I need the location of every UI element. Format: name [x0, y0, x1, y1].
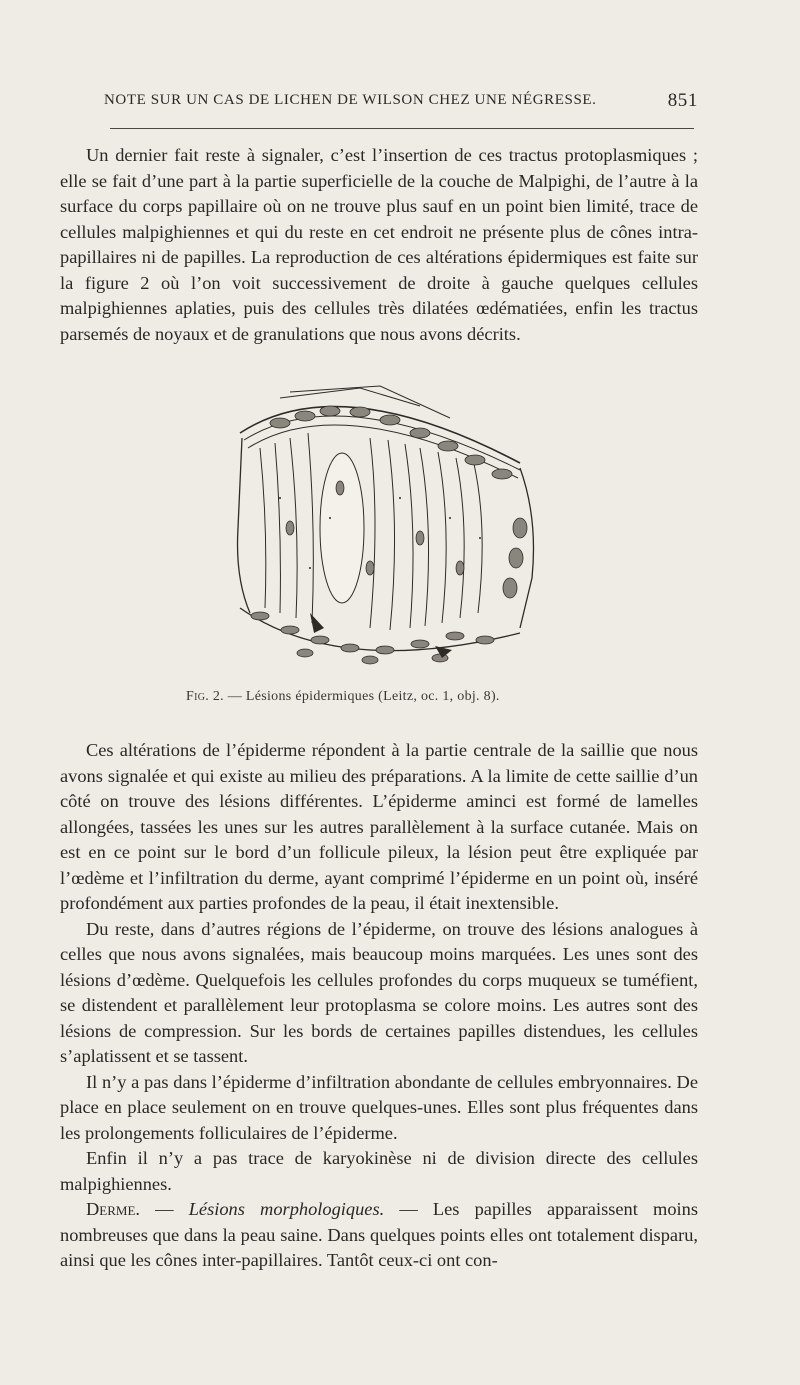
- section-text: — Les papilles apparaissent moins nombreuses que dans la peau saine. Dans quelques points elles ont totalement disparu, ainsi que les cônes inter-papillaires. Tantôt ceux-ci ont con-: [60, 1199, 698, 1270]
- figure-caption: [186, 689, 606, 705]
- paragraph: Il n’y a pas dans l’épiderme d’infiltration abondante de cellules embryonnaires. De place en place seulement on en trouve quelques-unes. Elles sont plus fréquentes dans les prolongements folliculaires de l’épiderme.: [60, 1071, 698, 1143]
- running-title: NOTE SUR UN CAS DE LICHEN DE WILSON CHEZ UNE NÉGRESSE.: [104, 92, 597, 108]
- paragraph: Enfin il n’y a pas trace de karyokinèse ni de division directe des cellules malpighiennes.: [60, 1148, 698, 1194]
- paragraph-derme: [60, 1197, 698, 1274]
- page-number: 851: [667, 90, 698, 111]
- epidermis-illustration: [220, 378, 550, 673]
- section-lead: Derme.: [86, 1199, 140, 1219]
- section-dash: —: [140, 1199, 189, 1219]
- paragraph: Ces altérations de l’épiderme répondent à la partie centrale de la saillie que nous avons signalée et qui existe au milieu des préparations. A la limite de cette saillie d’un côté on trouve des lésions différentes. L’épiderme aminci est formé de lamelles allongées, tassées les unes sur les autres parallèlement à la surface cutanée. Mais on est en ce point sur le bord d’un follicule pileux, la lésion peut être expliquée par l’œdème et l’infiltration du derme, ayant comprimé l’épiderme en un point où, inséré profondément aux parties profondes de la peau, il était inextensible.: [60, 740, 698, 913]
- figure-label: Fig. 2.: [186, 689, 224, 704]
- header-rule: [110, 128, 694, 129]
- paragraph: Du reste, dans d’autres régions de l’épiderme, on trouve des lésions analogues à celles que nous avons signalées, mais beaucoup moins marquées. Les unes sont des lésions d’œdème. Quelquefois les cellules profondes du corps muqueux se tuméfient, se distendent et parallèlement leur protoplasma se colore moins. Les autres sont des lésions de compression. Sur les bords de certaines papilles distendues, les cellules s’aplatissent et se tassent.: [60, 918, 698, 1066]
- section-subhead: Lésions morphologiques.: [188, 1199, 385, 1219]
- running-head: [88, 90, 700, 114]
- text-block-bottom: [60, 738, 698, 1274]
- paragraph: Un dernier fait reste à signaler, c’est l’insertion de ces tractus protoplasmiques ; elle se fait d’une part à la partie superficielle de la couche de Malpighi, de l’autre à la surface du corps papillaire où on ne trouve plus sauf en un point bien limité, trace de cellules malpighiennes et qui du reste en cet endroit ne présente plus de cônes intra-papillaires ni de papilles. La reproduction de ces altérations épidermiques est faite sur la figure 2 où l’on voit successivement de droite à gauche quelques cellules malpighiennes aplaties, puis des cellules très dilatées œdématiées, enfin les tractus parsemés de noyaux et de granulations que nous avons décrits.: [60, 145, 698, 344]
- text-block-top: [60, 143, 698, 347]
- figure-caption-text: — Lésions épidermiques (Leitz, oc. 1, obj. 8).: [227, 689, 500, 704]
